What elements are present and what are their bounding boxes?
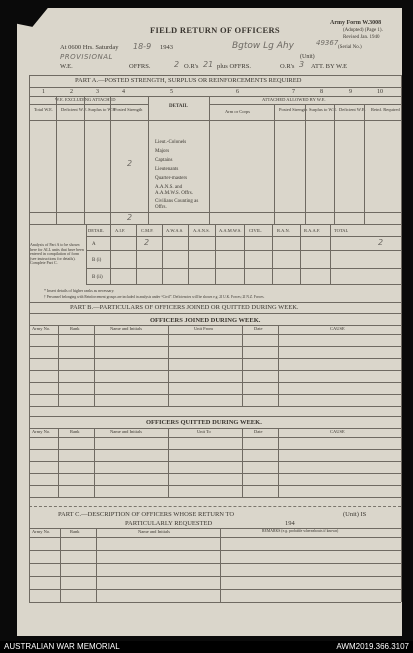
head-surplus-we-2: Surplus to W.E. — [309, 107, 338, 112]
vline-an0 — [86, 224, 87, 284]
detail-lieutenants: Lieutenants — [155, 167, 179, 172]
ors2-label: O.R's — [280, 63, 295, 70]
footer-right: AWM2019.366.3107 — [336, 642, 409, 651]
vline-an1 — [110, 224, 111, 284]
vline-a4 — [148, 96, 149, 224]
vline-j4 — [242, 325, 243, 406]
vline-a7 — [305, 104, 306, 224]
part-c-row-4 — [29, 589, 401, 590]
quitted-row-2 — [29, 461, 401, 462]
provisional-stamp: PROVISIONAL — [60, 53, 113, 61]
part-c-title-line1: PART C.—DESCRIPTION OF OFFICERS WHOSE RETURN TO — [58, 511, 235, 518]
detail-lt-colonels: Lieut.-Colonels — [155, 140, 187, 145]
ors-handwritten: 21 — [203, 60, 214, 69]
part-c-row-3 — [29, 576, 401, 577]
vline-a1 — [56, 96, 57, 224]
col-num-7: 7 — [292, 89, 295, 95]
part-a-title: PART A.—POSTED STRENGTH, SURPLUS OR REINFORCEMENTS REQUIRED — [75, 77, 302, 84]
col-num-3: 3 — [96, 89, 99, 95]
quitted-head-unit: Unit To — [197, 429, 211, 434]
analysis-row-bi: B (i) — [92, 258, 102, 263]
vline-a5 — [209, 96, 210, 224]
att-by-we-label: ATT. BY W.E — [311, 63, 348, 70]
vline-j5 — [278, 325, 279, 406]
vline-an3 — [162, 224, 163, 284]
col-num-10: 10 — [377, 89, 383, 95]
vline-an4 — [188, 224, 189, 284]
quitted-head-date: Date — [254, 429, 263, 434]
footer-left: AUSTRALIAN WAR MEMORIAL — [4, 642, 120, 651]
col-num-8: 8 — [320, 89, 323, 95]
vline-c2 — [96, 528, 97, 602]
joined-bottom-rule — [29, 406, 401, 407]
head-posted-strength: Posted Strength — [114, 107, 143, 112]
col-num-2: 2 — [70, 89, 73, 95]
quitted-title: OFFICERS QUITTED DURING WEEK. — [146, 419, 262, 426]
vline-an5 — [215, 224, 216, 284]
joined-row-3 — [29, 370, 401, 371]
joined-head-name: Name and Initials — [110, 326, 142, 331]
analysis-head-raaf: R.A.A.F. — [304, 228, 321, 233]
vline-q3 — [168, 428, 169, 497]
analysis-note: Analysis of Part A to be shown here for ALL units that have been entered in compilation of form (see instructions for details). Complete Part C. — [30, 242, 84, 266]
joined-row-4 — [29, 382, 401, 383]
detail-aans: A.A.N.S. and A.A.M.W.S. Offrs. — [155, 185, 193, 196]
head-surplus-we: Surplus to W.E. — [88, 107, 117, 112]
quitted-top-rule — [29, 416, 401, 417]
vline-j1 — [58, 325, 59, 406]
joined-head-rule — [29, 334, 401, 335]
part-c-head-name: Name and Initials — [138, 529, 170, 534]
offrs-handwritten: 2 — [174, 60, 180, 69]
form-title: FIELD RETURN OF OFFICERS — [150, 25, 280, 35]
vline-q4 — [242, 428, 243, 497]
subhead-rule-left — [29, 104, 148, 105]
analysis-head-detail: DETAIL — [88, 228, 104, 233]
footnote-2: † Personnel belonging with Reinforcement groups are included in analysis under “Civil”. Deficiencies will be shown e.g. 2I U.K. Forces; 2I N.Z. Forces. — [44, 295, 265, 299]
ors-label: O.R's — [184, 63, 199, 70]
part-c-title-unit: (Unit) IS — [343, 511, 367, 518]
archive-footer — [0, 641, 413, 653]
frame-left — [29, 75, 30, 602]
quitted-head-army-no: Army No. — [32, 429, 51, 434]
detail-captains: Captains — [155, 158, 173, 163]
detail-civilians: Civilians Counting as Offrs. — [155, 199, 199, 210]
vline-q2 — [94, 428, 95, 497]
ors2-handwritten: 3 — [299, 60, 305, 69]
analysis-head-awas: A.W.A.S. — [166, 228, 184, 233]
analysis-row-a: A — [92, 242, 96, 247]
part-a-top-rule — [29, 75, 401, 76]
form-revised: Revised Jan. 1940 — [343, 35, 380, 40]
analysis-bottom-rule — [86, 284, 401, 285]
we-label: W.E. — [60, 63, 73, 70]
part-c-head-army-no: Army No. — [32, 529, 51, 534]
offrs-label: OFFRS. — [129, 63, 151, 70]
joined-title: OFFICERS JOINED DURING WEEK. — [150, 317, 261, 324]
col-num-6: 6 — [236, 89, 239, 95]
vline-j2 — [94, 325, 95, 406]
quitted-bottom-rule — [29, 497, 401, 498]
head-arm-corps: Arm or Corps — [225, 109, 250, 114]
part-b-top-rule — [29, 302, 401, 303]
vline-a8 — [334, 104, 335, 224]
part-c-title-line2: PARTICULARLY REQUESTED — [125, 520, 213, 527]
year: 1943 — [160, 44, 173, 51]
posted-strength-handwritten: 2 — [127, 159, 133, 168]
vline-a3 — [110, 96, 111, 224]
quitted-head-cause: CAUSE — [330, 429, 345, 434]
we-excluding-label: W.E. EXCLUDING ATTACHED — [55, 97, 116, 102]
posted-total-handwritten: 2 — [127, 213, 133, 222]
joined-title-rule — [29, 325, 401, 326]
serial-handwritten: 49367 — [316, 39, 339, 47]
vline-j3 — [168, 325, 169, 406]
vline-an8 — [300, 224, 301, 284]
vline-an9 — [330, 224, 331, 284]
col-num-1: 1 — [42, 89, 45, 95]
vline-q5 — [278, 428, 279, 497]
at-line: At 0600 Hrs. Saturday — [60, 44, 119, 51]
joined-row-2 — [29, 358, 401, 359]
vline-a9 — [364, 104, 365, 224]
head-detail: DETAIL — [169, 104, 188, 109]
joined-row-1 — [29, 346, 401, 347]
quitted-head-name: Name and Initials — [110, 429, 142, 434]
detail-quartermasters: Quarter-masters — [155, 176, 188, 181]
joined-head-date: Date — [254, 326, 263, 331]
col-num-9: 9 — [349, 89, 352, 95]
serial-label: (Serial No.) — [338, 45, 362, 50]
vline-a2 — [84, 96, 85, 224]
analysis-head-civil: CIVIL. — [249, 228, 263, 233]
quitted-row-4 — [29, 485, 401, 486]
plus-offrs-label: plus OFFRS. — [217, 63, 251, 70]
quitted-row-3 — [29, 473, 401, 474]
analysis-aif-handwritten: 2 — [144, 238, 150, 247]
part-c-head-rule — [29, 537, 401, 538]
quitted-head-rule — [29, 437, 401, 438]
form-adopted: (Adopted) (Page 1). — [343, 28, 383, 33]
footnote-1: * Insert details of higher ranks as necessary. — [44, 288, 115, 293]
vline-q1 — [58, 428, 59, 497]
quitted-row-1 — [29, 449, 401, 450]
head-deficient-we: Deficient W.E. — [61, 107, 88, 112]
vline-c3 — [220, 528, 221, 602]
col-num-5: 5 — [170, 89, 173, 95]
unit-label: (Unit) — [300, 54, 315, 60]
joined-head-army-no: Army No. — [32, 326, 51, 331]
analysis-row-bii: B (ii) — [92, 275, 103, 280]
part-a-title-rule — [29, 87, 401, 88]
part-c-head-remarks: REMARKS (e.g. probable whereabouts if known) — [262, 529, 339, 533]
head-deficient-we-2: Deficient W.E. — [339, 107, 366, 112]
head-posted-strength-2: Posted Strength — [279, 107, 308, 112]
unit-handwritten: Bgtow Lg Ahy — [232, 41, 294, 51]
attached-allowed-label: ATTACHED ALLOWED BY W.E. — [262, 97, 326, 102]
joined-head-unit: Unit From — [194, 326, 213, 331]
head-total-we: Total W.E. — [34, 107, 54, 112]
analysis-head-total: TOTAL — [334, 228, 349, 233]
vline-an6 — [244, 224, 245, 284]
form-number: Army Form W.3008 — [330, 20, 382, 26]
part-c-top-rule — [29, 506, 401, 507]
part-c-title-year: 194 — [285, 520, 295, 527]
part-b-title-rule — [29, 313, 401, 314]
part-c-bottom-rule — [29, 602, 401, 603]
vline-an2 — [136, 224, 137, 284]
date-handwritten: 18-9 — [133, 42, 152, 51]
frame-right — [401, 75, 402, 602]
part-c-head-rank: Rank — [70, 529, 80, 534]
part-c-row-2 — [29, 563, 401, 564]
detail-majors: Majors — [155, 149, 170, 154]
joined-row-5 — [29, 394, 401, 395]
part-b-title: PART B.—PARTICULARS OF OFFICERS JOINED OR QUITTED DURING WEEK. — [70, 304, 299, 311]
vline-c1 — [60, 528, 61, 602]
joined-head-cause: CAUSE — [330, 326, 345, 331]
analysis-head-aans: A.A.N.S. — [193, 228, 210, 233]
analysis-head-cmf: C.M.F. — [141, 228, 154, 233]
joined-head-rank: Rank — [70, 326, 80, 331]
analysis-head-aif: A.I.F. — [115, 228, 126, 233]
head-reinf-required: Reinf. Required — [371, 107, 400, 112]
part-c-title-rule — [29, 528, 401, 529]
analysis-head-ran: R.A.N. — [277, 228, 290, 233]
vline-a6 — [274, 104, 275, 224]
part-c-row-1 — [29, 550, 401, 551]
analysis-total-handwritten: 2 — [378, 238, 384, 247]
quitted-title-rule — [29, 428, 401, 429]
vline-an7 — [272, 224, 273, 284]
quitted-head-rank: Rank — [70, 429, 80, 434]
analysis-head-aamws: A.A.M.W.S. — [219, 228, 242, 233]
col-num-4: 4 — [122, 89, 125, 95]
